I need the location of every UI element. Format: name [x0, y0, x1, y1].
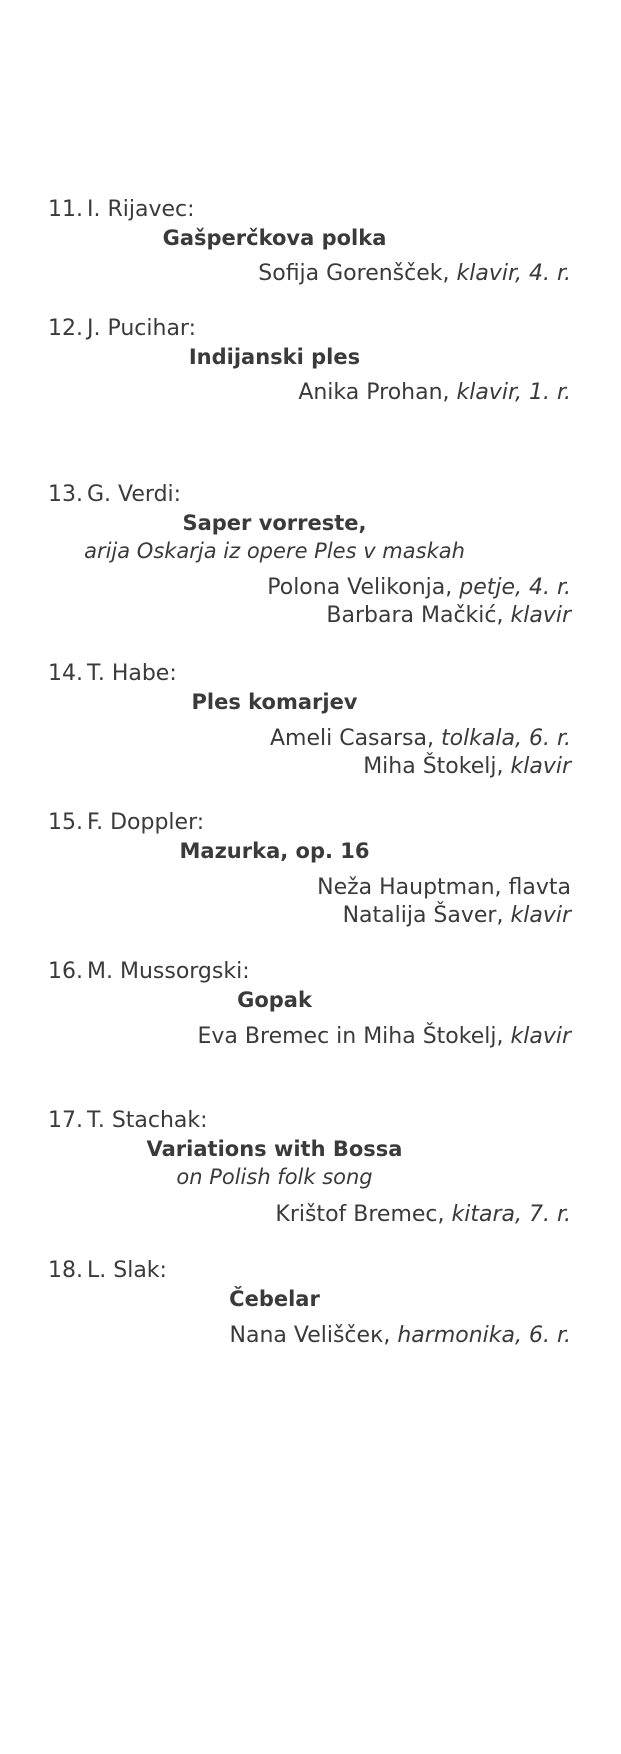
item-header	[48, 196, 195, 224]
performer-name: Sofija Gorenšček,	[258, 261, 450, 286]
performer	[230, 1322, 571, 1350]
performer-role: klavir	[510, 1024, 571, 1049]
performer	[298, 379, 571, 407]
piece-title: Variations with Bossa	[146, 1137, 403, 1161]
item-header	[48, 315, 196, 343]
piece-title: Saper vorreste,	[182, 511, 367, 535]
performer-role: klavir	[510, 603, 571, 628]
performer	[275, 1201, 571, 1229]
item-number: 18.	[48, 1258, 83, 1283]
item-header	[48, 809, 204, 837]
item-number: 11.	[48, 197, 83, 222]
piece-title: Gopak	[237, 988, 312, 1012]
piece-title: Indijanski ples	[188, 345, 361, 369]
performer-name: Natalija Šaver,	[342, 903, 504, 928]
composer: T. Stachak:	[87, 1108, 208, 1133]
performer-role: klavir, 1. r.	[456, 380, 571, 405]
performer-role: klavir	[510, 754, 571, 779]
composer: M. Mussorgski:	[87, 959, 250, 984]
performer-name: Anika Prohan,	[298, 380, 450, 405]
performer-name: Krištof Bremec,	[275, 1202, 445, 1227]
performer	[267, 574, 571, 602]
performer-name: Barbara Mačkić,	[326, 603, 504, 628]
performer-name: Nana Veliščeк,	[229, 1323, 391, 1348]
performer	[363, 753, 571, 781]
piece-title: Ples komarjev	[191, 690, 358, 714]
performer-role: klavir	[510, 903, 571, 928]
item-header	[48, 481, 181, 509]
composer: G. Verdi:	[87, 482, 182, 507]
item-number: 14.	[48, 661, 83, 686]
item-header	[48, 1107, 208, 1135]
performer-role: klavir, 4. r.	[456, 261, 571, 286]
performer-role: harmonika, 6. r.	[397, 1323, 571, 1348]
piece-subtitle: arija Oskarja iz opere Ples v maskah	[84, 539, 465, 563]
composer: T. Habe:	[87, 661, 177, 686]
item-header	[48, 660, 177, 688]
performer-role: tolkala, 6. r.	[440, 726, 571, 751]
item-header	[48, 958, 250, 986]
performer-role: kitara, 7. r.	[451, 1202, 571, 1227]
performer	[198, 1023, 571, 1051]
piece-title: Gašperčkova polka	[162, 226, 387, 250]
item-number: 12.	[48, 316, 83, 341]
composer: J. Pucihar:	[87, 316, 197, 341]
composer: L. Slak:	[87, 1258, 167, 1283]
performer	[258, 260, 571, 288]
performer	[317, 874, 571, 902]
item-header	[48, 1257, 167, 1285]
piece-title: Čebelar	[229, 1287, 320, 1311]
composer: F. Doppler:	[87, 810, 205, 835]
piece-title: Mazurka, op. 16	[179, 839, 370, 863]
item-number: 15.	[48, 810, 83, 835]
performer	[270, 725, 571, 753]
performer-name: Ameli Casarsa,	[269, 726, 434, 751]
performer-name: Eva Bremec in Miha Štokelj,	[197, 1024, 504, 1049]
performer-name: Polona Velikonja,	[267, 575, 453, 600]
performer-role: petje, 4. r.	[459, 575, 571, 600]
performer	[343, 902, 571, 930]
item-number: 13.	[48, 482, 83, 507]
item-number: 17.	[48, 1108, 83, 1133]
performer-name: Miha Štokelj,	[363, 754, 504, 779]
composer: I. Rijavec:	[87, 197, 195, 222]
item-number: 16.	[48, 959, 83, 984]
performer-name: Neža Hauptman, flavta	[317, 875, 571, 900]
performer	[326, 602, 571, 630]
piece-subtitle: on Polish folk song	[176, 1165, 373, 1189]
